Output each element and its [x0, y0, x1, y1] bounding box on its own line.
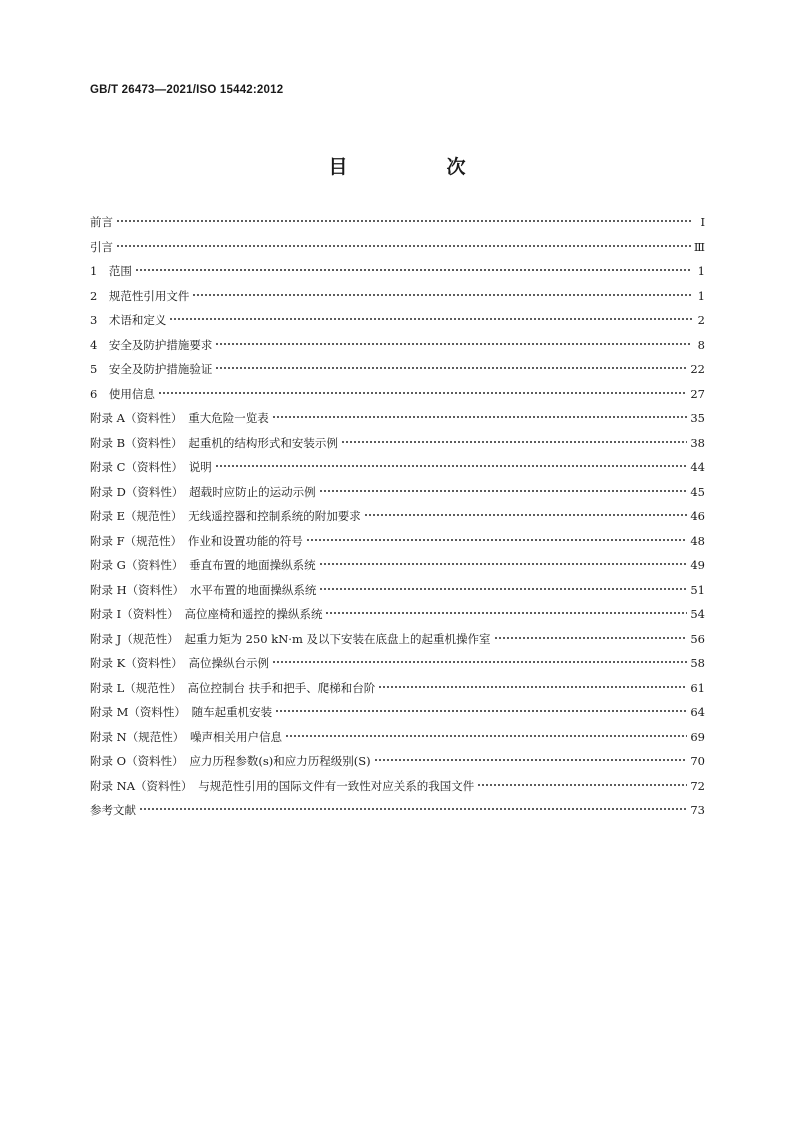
toc-entry-page-number: 1 — [697, 288, 705, 303]
toc-entry[interactable] — [90, 655, 705, 680]
toc-entry-label: 附录 L（规范性） 高位控制台 扶手和把手、爬梯和台阶 — [90, 680, 376, 695]
toc-entry-label: 附录 A（资料性） 重大危险一览表 — [90, 411, 269, 425]
dot-leader — [215, 464, 688, 468]
toc-entry[interactable] — [90, 753, 705, 778]
toc-entry-label: 附录 NA（资料性） 与规范性引用的国际文件有一致性对应关系的我国文件 — [90, 778, 475, 793]
toc-entry-label: 附录 E（规范性） 无线遥控器和控制系统的附加要求 — [90, 509, 361, 523]
dot-leader — [169, 317, 692, 321]
toc-entry-page-number: Ⅲ — [693, 239, 705, 254]
page-title: 目 次 — [328, 156, 506, 178]
toc-entry[interactable] — [90, 263, 705, 288]
dot-leader — [378, 685, 687, 689]
toc-entry-label: 1 范围 — [90, 264, 132, 278]
toc-entry-page-number: 22 — [690, 362, 705, 376]
dot-leader — [116, 244, 691, 248]
toc-entry[interactable] — [90, 533, 705, 558]
toc-entry[interactable] — [90, 484, 705, 509]
toc-entry-page-number: 38 — [690, 435, 705, 450]
toc-entry-label: 附录 M（资料性） 随车起重机安装 — [90, 705, 273, 719]
toc-entry-label: 附录 H（资料性） 水平布置的地面操纵系统 — [90, 582, 317, 597]
dot-leader — [374, 758, 688, 762]
toc-entry-label: 附录 D（资料性） 超载时应防止的运动示例 — [90, 484, 316, 499]
toc-entry-page-number: 54 — [690, 607, 705, 621]
toc-entry-label: 前言 — [90, 215, 113, 229]
toc-entry-label: 附录 C（资料性） 说明 — [90, 460, 212, 474]
toc-entry-page-number: 61 — [690, 680, 705, 695]
toc-entry[interactable] — [90, 239, 705, 264]
toc-entry-label: 附录 I（资料性） 高位座椅和遥控的操纵系统 — [90, 607, 323, 621]
toc-entry-page-number: 56 — [690, 631, 705, 646]
dot-leader — [135, 268, 692, 272]
toc-entry-page-number: 58 — [690, 656, 705, 670]
toc-entry-page-number: 48 — [690, 533, 705, 548]
toc-entry-label: 附录 O（资料性） 应力历程参数(s)和应力历程级别(S) — [90, 754, 371, 768]
toc-entry[interactable] — [90, 582, 705, 607]
dot-leader — [494, 636, 688, 640]
dot-leader — [364, 513, 688, 517]
toc-entry-label: 附录 G（资料性） 垂直布置的地面操纵系统 — [90, 558, 316, 572]
dot-leader — [215, 342, 692, 346]
toc-entry-label: 附录 F（规范性） 作业和设置功能的符号 — [90, 533, 303, 548]
toc-entry-page-number: 46 — [690, 509, 705, 523]
toc-entry[interactable] — [90, 361, 705, 386]
dot-leader — [306, 538, 687, 542]
toc-entry-page-number: 27 — [690, 386, 705, 401]
toc-entry[interactable] — [90, 508, 705, 533]
toc-entry-page-number: 35 — [690, 411, 705, 425]
toc-entry-page-number: 45 — [690, 484, 705, 499]
toc-entry-page-number: 64 — [690, 705, 705, 719]
dot-leader — [341, 440, 688, 444]
toc-entry-page-number: 8 — [697, 337, 705, 352]
toc-entry-page-number: 1 — [697, 264, 705, 278]
toc-entry-label: 附录 B（资料性） 起重机的结构形式和安装示例 — [90, 435, 338, 450]
dot-leader — [272, 660, 687, 664]
dot-leader — [275, 709, 687, 713]
toc-entry-page-number: 69 — [690, 729, 705, 744]
toc-entry[interactable] — [90, 386, 705, 411]
toc-entry[interactable] — [90, 288, 705, 313]
toc-entry[interactable] — [90, 778, 705, 803]
toc-entry-page-number: 49 — [690, 558, 705, 572]
toc-entry[interactable] — [90, 680, 705, 705]
toc-entry-page-number: 44 — [690, 460, 705, 474]
dot-leader — [285, 734, 687, 738]
dot-leader — [139, 807, 687, 811]
toc-entry-page-number: Ⅰ — [700, 215, 705, 229]
dot-leader — [319, 587, 687, 591]
toc-entry-label: 6 使用信息 — [90, 386, 155, 401]
dot-leader — [272, 415, 688, 419]
dot-leader — [192, 293, 692, 297]
toc-entry[interactable] — [90, 704, 705, 729]
dot-leader — [158, 391, 688, 395]
toc-entry-label: 附录 K（资料性） 高位操纵台示例 — [90, 656, 269, 670]
table-of-contents — [90, 214, 705, 827]
dot-leader — [325, 611, 687, 615]
dot-leader — [215, 366, 687, 370]
toc-entry-label: 3 术语和定义 — [90, 313, 167, 327]
dot-leader — [319, 489, 688, 493]
toc-entry[interactable] — [90, 729, 705, 754]
toc-entry[interactable] — [90, 459, 705, 484]
toc-entry-label: 附录 N（规范性） 噪声相关用户信息 — [90, 729, 282, 744]
toc-entry[interactable] — [90, 435, 705, 460]
toc-entry[interactable] — [90, 214, 705, 239]
toc-entry-label: 参考文献 — [90, 803, 136, 817]
toc-entry-label: 5 安全及防护措施验证 — [90, 362, 213, 376]
dot-leader — [116, 219, 692, 223]
toc-entry[interactable] — [90, 312, 705, 337]
toc-entry-page-number: 70 — [690, 754, 705, 768]
toc-entry-page-number: 72 — [690, 778, 705, 793]
toc-entry-label: 引言 — [90, 239, 113, 254]
toc-entry[interactable] — [90, 606, 705, 631]
toc-entry-label: 2 规范性引用文件 — [90, 288, 190, 303]
standard-number-header: GB/T 26473—2021/ISO 15442:2012 — [90, 84, 284, 96]
toc-entry-label: 附录 J（规范性） 起重力矩为 250 kN·m 及以下安装在底盘上的起重机操作室 — [90, 631, 491, 646]
toc-entry[interactable] — [90, 802, 705, 827]
toc-entry[interactable] — [90, 337, 705, 362]
toc-entry[interactable] — [90, 631, 705, 656]
toc-entry-page-number: 51 — [690, 582, 705, 597]
toc-entry-page-number: 2 — [697, 313, 705, 327]
toc-entry[interactable] — [90, 410, 705, 435]
toc-entry-label: 4 安全及防护措施要求 — [90, 337, 213, 352]
dot-leader — [477, 783, 687, 787]
dot-leader — [319, 562, 688, 566]
toc-entry-page-number: 73 — [690, 803, 705, 817]
toc-entry[interactable] — [90, 557, 705, 582]
